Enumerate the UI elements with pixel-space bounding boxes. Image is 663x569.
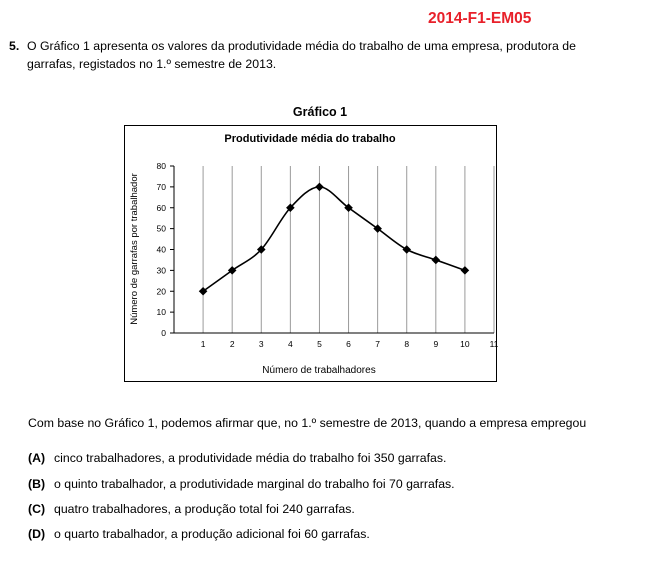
x-axis-label: Número de trabalhadores <box>262 365 376 376</box>
y-tick-label: 40 <box>156 244 166 255</box>
option-a[interactable] <box>28 451 446 465</box>
option-text: o quinto trabalhador, a produtividade marginal do trabalho foi 70 garrafas. <box>54 477 455 491</box>
y-tick-label: 80 <box>156 161 166 171</box>
x-tick-label: 3 <box>258 339 264 349</box>
y-tick-label: 70 <box>156 181 166 192</box>
x-tick-label: 4 <box>287 339 293 349</box>
x-tick-label: 5 <box>317 339 322 349</box>
x-tick-label: 2 <box>229 339 235 349</box>
y-tick-label: 60 <box>156 202 166 213</box>
x-tick-label: 7 <box>375 339 381 349</box>
option-text: o quarto trabalhador, a produção adicional foi 60 garrafas. <box>54 527 370 541</box>
question-line-2: garrafas, registados no 1.º semestre de 2013. <box>27 57 277 71</box>
y-axis-label: Número de garrafas por trabalhador <box>129 173 140 325</box>
x-tick-label: 6 <box>346 339 351 349</box>
option-text: quatro trabalhadores, a produção total foi 240 garrafas. <box>54 502 355 516</box>
y-tick-label: 20 <box>156 286 166 297</box>
option-text: cinco trabalhadores, a produtividade média do trabalho foi 350 garrafas. <box>54 451 447 465</box>
y-tick-label: 30 <box>156 265 166 276</box>
option-letter: (C) <box>28 502 46 516</box>
question-stem: Com base no Gráfico 1, podemos afirmar que, no 1.º semestre de 2013, quando a empresa empregou <box>28 416 587 430</box>
figure-label: Gráfico 1 <box>292 105 348 119</box>
option-b[interactable] <box>28 477 455 491</box>
x-tick-label: 9 <box>433 339 439 349</box>
question-number: 5. <box>9 39 20 53</box>
y-tick-labels <box>157 161 167 338</box>
line-chart <box>124 125 497 382</box>
question-line-1: O Gráfico 1 apresenta os valores da produtividade média do trabalho de uma empresa, produtora de <box>27 39 576 53</box>
y-tick-label: 0 <box>161 328 166 338</box>
option-d[interactable] <box>28 527 370 541</box>
option-c[interactable] <box>28 502 355 516</box>
x-tick-label: 11 <box>489 339 499 349</box>
x-tick-label: 1 <box>200 339 206 349</box>
chart-title: Produtividade média do trabalho <box>224 133 396 145</box>
y-tick-label: 10 <box>156 307 166 318</box>
chart-frame <box>125 126 497 382</box>
x-tick-label: 8 <box>404 339 410 349</box>
option-letter: (A) <box>28 451 46 465</box>
option-letter: (B) <box>28 477 46 491</box>
option-letter: (D) <box>28 527 46 541</box>
x-tick-label: 10 <box>460 339 470 349</box>
question-text <box>9 37 634 73</box>
exam-code: 2014-F1-EM05 <box>428 10 532 27</box>
y-tick-label: 50 <box>156 223 166 234</box>
